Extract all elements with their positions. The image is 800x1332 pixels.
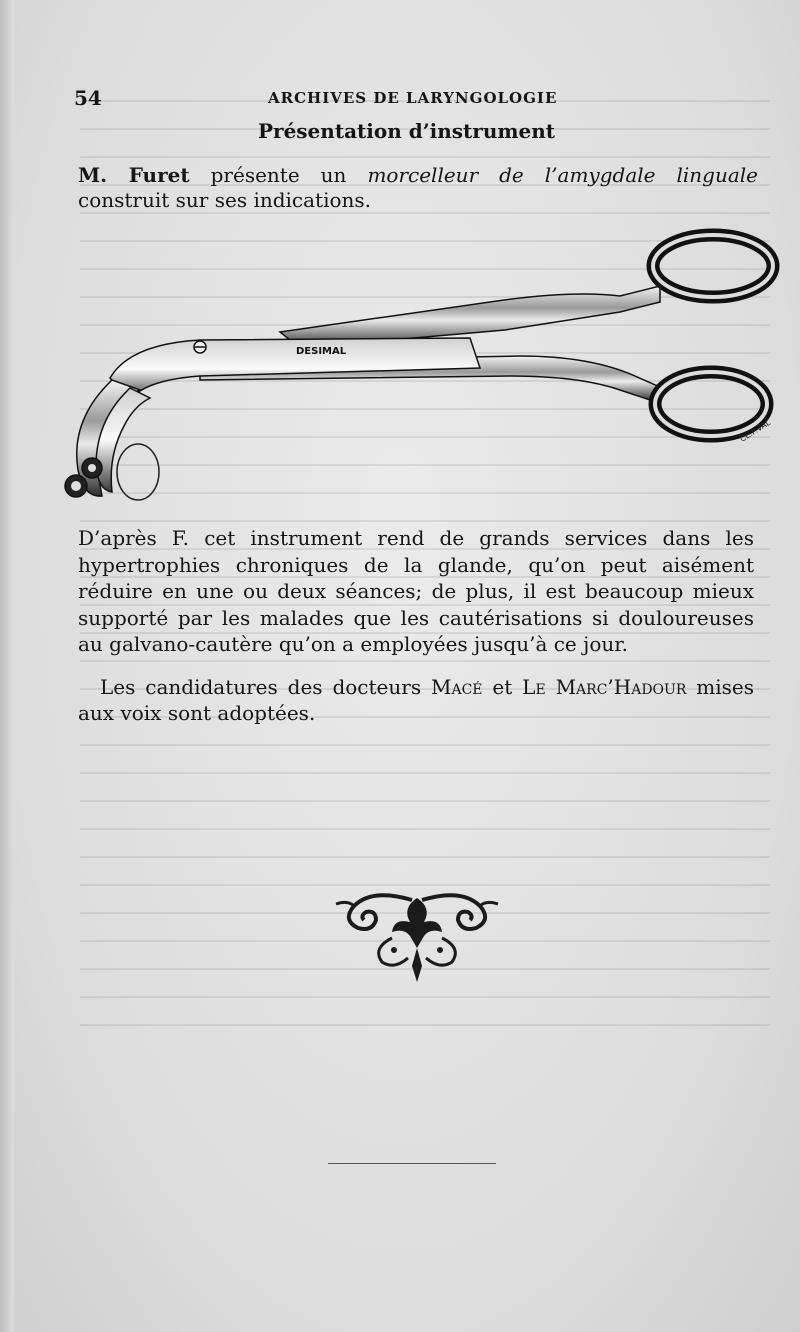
maker-mark: DESIMAL (296, 346, 347, 357)
paragraph-description (78, 525, 754, 658)
paragraph-text: présente un (189, 163, 368, 187)
paragraph-line: D’après F. cet instrument rend de grands services dans les (78, 526, 754, 550)
paragraph-text: mises (686, 675, 754, 699)
paragraph-text: et (482, 675, 523, 699)
paragraph-line: construit sur ses indications. (78, 188, 372, 212)
section-rule (328, 1163, 496, 1164)
doctor-name: Macé (430, 675, 483, 699)
speaker-name: M. Furet (78, 163, 190, 187)
paragraph-line (78, 674, 754, 700)
section-title: Présentation d’instrument (258, 119, 556, 143)
doctor-name: Le Marc’Hadour (522, 675, 687, 699)
paragraph-candidatures (78, 674, 754, 726)
engraver-signature: CE.P.VAL (738, 417, 773, 444)
paragraph-line: aux voix sont adoptées. (78, 701, 316, 725)
page-number: 54 (74, 86, 102, 110)
fleuron-ornament (332, 888, 502, 984)
forceps-engraving (50, 220, 780, 510)
paragraph-line: réduire en une ou deux séances; de plus, il est beaucoup mieux (78, 579, 754, 603)
running-head: ARCHIVES DE LARYNGOLOGIE (268, 89, 558, 107)
paragraph-line: hypertrophies chroniques de la glande, qu’on peut aisément (78, 552, 754, 577)
paragraph-line: supporté par les malades que les cautérisations si douloureuses (78, 605, 754, 630)
page-edge-shadow (0, 0, 14, 1332)
paragraph-line: au galvano-cautère qu’on a employées jusqu’à ce jour. (78, 632, 628, 656)
paragraph-text: Les candidatures des docteurs (100, 675, 431, 699)
instrument-illustration (50, 220, 780, 510)
instrument-name: morcelleur de l’amygdale linguale (367, 163, 759, 187)
paragraph-line (78, 163, 758, 188)
paragraph-presentation (78, 163, 758, 213)
